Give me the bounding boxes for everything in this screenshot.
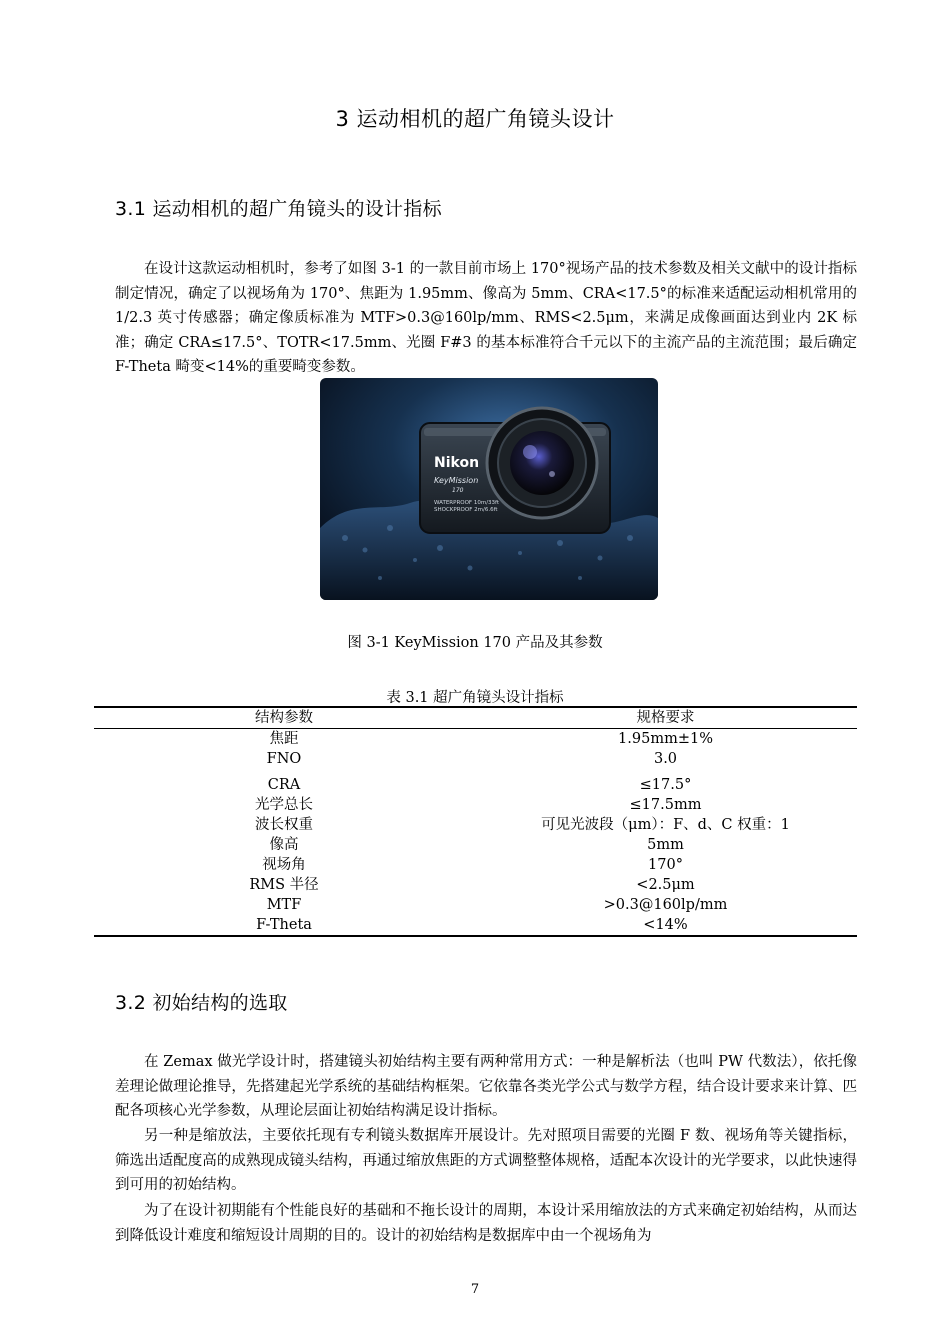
camera-waterproof-label: WATERPROOF 10m/33ft <box>434 500 500 506</box>
section-3-2-paragraph-1: 在 Zemax 做光学设计时，搭建镜头初始结构主要有两种常用方式：一种是解析法（也叫 PW 代数法），依托像差理论做理论推导，先搭建起光学系统的基础结构框架。它依靠各类光学公式与数学方程，结合设计要求来计算、匹配各项核心光学参数，从理论层面让初始结构满足设计指标。 <box>115 1054 857 1119</box>
section-3-2-paragraph-3: 为了在设计初期能有个性能良好的基础和不拖长设计的周期，本设计采用缩放法的方式来确定初始结构，从而达到降低设计难度和缩短设计周期的目的。设计的初始结构是数据库中由一个视场角为 <box>115 1203 857 1244</box>
table-row <box>94 769 857 795</box>
table-cell: F-Theta <box>256 917 312 933</box>
table-cell: 1.95mm±1% <box>618 731 713 747</box>
table-row <box>94 895 857 915</box>
section-3-2-paragraph-2: 另一种是缩放法，主要依托现有专利镜头数据库开展设计。先对照项目需要的光圈 F 数、视场角等关键指标，筛选出适配度高的成熟现成镜头结构，再通过缩放焦距的方式调整整体规格，适配本次设计的光学要求，以此快速得到可用的初始结构。 <box>115 1128 857 1193</box>
table-cell: 170° <box>648 857 683 873</box>
header-parameter: 结构参数 <box>255 710 313 726</box>
table-header-row <box>94 707 857 729</box>
table-cell: CRA <box>267 777 301 793</box>
table-row <box>94 749 857 769</box>
table-cell: FNO <box>266 751 302 767</box>
table-caption: 表 3.1 超广角镜头设计指标 <box>386 690 564 706</box>
table-row <box>94 835 857 855</box>
table-cell: ≤17.5° <box>639 777 692 793</box>
camera-model-label: KeyMission <box>434 476 479 485</box>
chapter-title: 3 运动相机的超广角镜头设计 <box>335 107 615 131</box>
table-row <box>94 795 857 815</box>
page-number: 7 <box>470 1282 480 1297</box>
table-cell: >0.3@160lp/mm <box>603 897 728 913</box>
table-cell: 可见光波段（μm）：F、d、C 权重：1 <box>541 817 790 833</box>
section-3-1-paragraph: 在设计这款运动相机时，参考了如图 3-1 的一款目前市场上 170°视场产品的技术参数及相关文献中的设计指标制定情况，确定了以视场角为 170°、焦距为 1.95mm、像高为 5mm、CRA<17.5°的标准来适配运动相机常用的 1/2.3 英寸传感器；确定像质标准为 MTF>0.3@160lp/mm、RMS<2.5μm，来满足成像画面达到业内 2K 标准；确定 CRA≤17.5°、TOTR<17.5mm、光圈 F#3 的基本标准符合千元以下的主流产品的主流范围；最后确定 F-Theta 畸变<14%的重要畸变参数。 <box>115 261 857 375</box>
table-cell: 波长权重 <box>255 817 313 833</box>
table-cell: RMS 半径 <box>249 877 319 893</box>
table-cell: 视场角 <box>262 857 306 873</box>
table-row <box>94 855 857 875</box>
camera-product-photo <box>320 378 658 600</box>
table-row <box>94 915 857 936</box>
table-cell: <2.5μm <box>636 877 695 893</box>
table-row <box>94 729 857 750</box>
table-row <box>94 875 857 895</box>
table-cell: 5mm <box>647 837 684 853</box>
camera-shockproof-label: SHOCKPROOF 2m/6.6ft <box>434 507 498 513</box>
figure-caption: 图 3-1 KeyMission 170 产品及其参数 <box>347 635 603 651</box>
table-cell: <14% <box>643 917 688 933</box>
table-cell: MTF <box>266 897 302 913</box>
section-title-3-2: 3.2 初始结构的选取 <box>115 992 288 1014</box>
camera-brand-label: Nikon <box>434 455 480 471</box>
camera-model-number: 170 <box>452 487 464 494</box>
camera-illustration <box>320 378 658 600</box>
table-cell: 光学总长 <box>255 797 313 813</box>
table-row <box>94 815 857 835</box>
table-cell: 像高 <box>269 837 299 853</box>
design-spec-table <box>94 706 857 937</box>
table-cell: 3.0 <box>653 751 678 767</box>
section-title-3-1: 3.1 运动相机的超广角镜头的设计指标 <box>115 198 442 220</box>
table-cell: 焦距 <box>269 731 299 747</box>
table-cell: ≤17.5mm <box>629 797 702 813</box>
header-requirement: 规格要求 <box>636 710 695 726</box>
